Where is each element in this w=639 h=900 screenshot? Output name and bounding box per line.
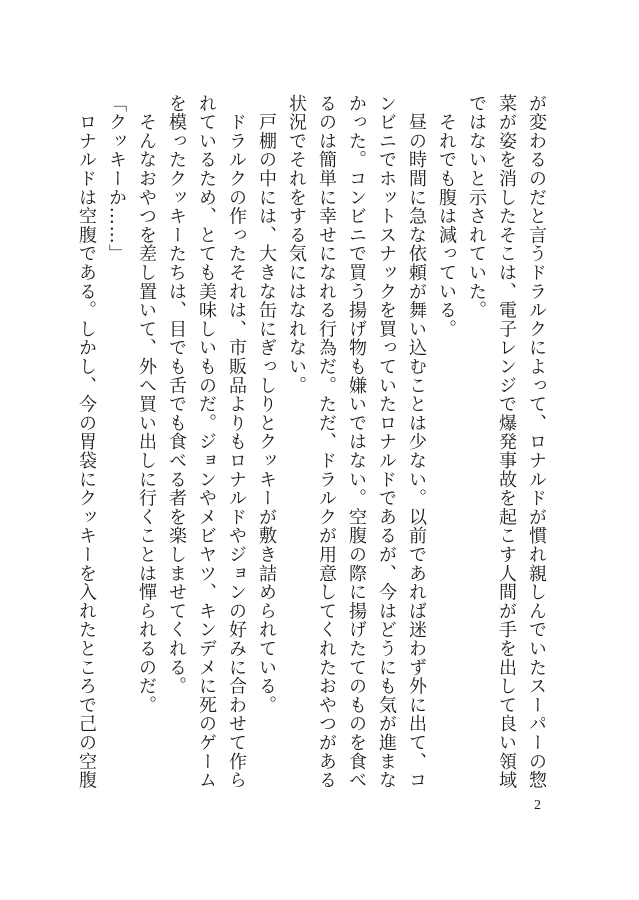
text-line: 戸棚の中には、大きな缶にぎっしりとクッキーが敷き詰められている。	[256, 94, 277, 715]
text-line: そんなおやつを差し置いて、外へ買い出しに行くことは憚られるのだ。	[136, 94, 157, 715]
text-line: れているため、とても美味しいものだ。ジョンやメビヤツ、キンデメに死のゲーム	[196, 94, 217, 790]
text-line: 昼の時間に急な依頼が舞い込むことは少ない。以前であれば迷わず外に出て、コ	[406, 94, 427, 790]
text-line: ンビニでホットスナックを買っていたロナルドであるが、今はどうにも気が進まな	[376, 94, 397, 790]
text-line: ドラルクの作ったそれは、市販品よりもロナルドやジョンの好みに合わせて作ら	[226, 94, 247, 790]
text-line: が変わるのだと言うドラルクによって、ロナルドが慣れ親しんでいたスーパーの惣	[526, 94, 547, 790]
text-line: 「クッキーか……」	[106, 94, 127, 264]
text-line: 菜が姿を消したそこは、電子レンジで爆発事故を起こす人間が手を出して良い領域	[496, 94, 517, 790]
page-number: 2	[534, 798, 541, 813]
text-line: それでも腹は減っている。	[436, 94, 457, 339]
text-line: るのは簡単に幸せになれる行為だ。ただ、ドラルクが用意してくれたおやつがある	[316, 94, 337, 790]
text-line: 状況でそれをする気にはなれない。	[286, 94, 307, 395]
text-line: かった。コンビニで買う揚げ物も嫌いではない。空腹の際に揚げたてのものを食べ	[346, 94, 367, 790]
text-line: ではないと示されていた。	[466, 94, 487, 320]
text-line: を模ったクッキーたちは、目でも舌でも食べる者を楽しませてくれる。	[166, 94, 187, 696]
text-line: ロナルドは空腹である。しかし、今の胃袋にクッキーを入れたところで己の空腹	[76, 94, 97, 790]
vertical-text-body	[71, 94, 551, 790]
